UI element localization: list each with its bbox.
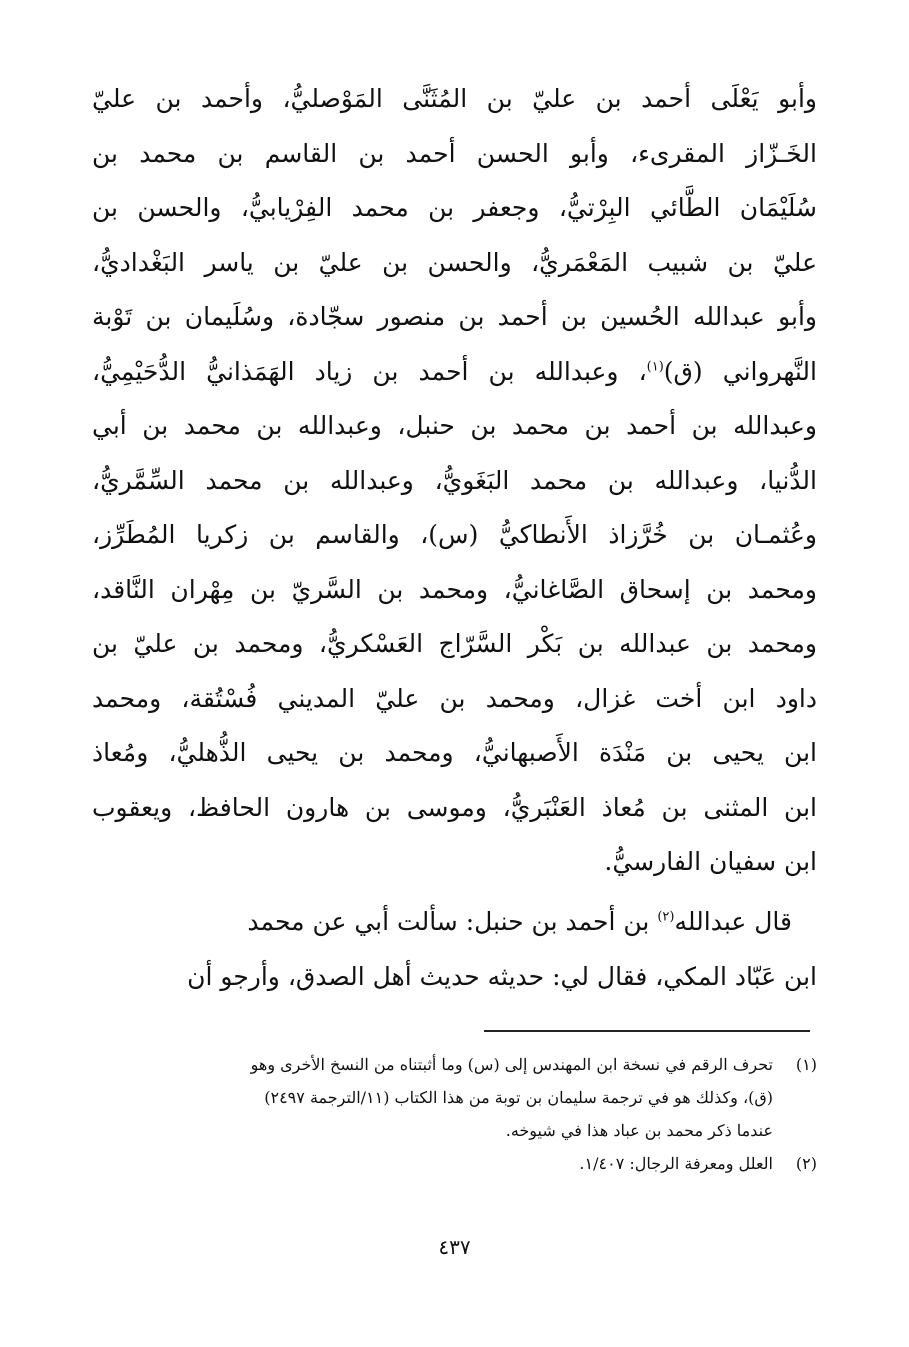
text-line: سُلَيْمَان الطَّائي البِرْتيُّ، وجعفر بن محمد الفِرْيابيُّ، والحسن بن: [92, 193, 817, 222]
text-line: وعُثمـان بن خُرَّزاذ الأَنطاكيُّ (س)، والقاسم بن زكريا المُطَرِّز،: [92, 520, 817, 549]
page-number: ٤٣٧: [438, 1235, 471, 1259]
text-segment: النَّهرواني (ق): [663, 356, 817, 386]
text-line: [92, 895, 817, 950]
text-line: وأبو عبدالله الحُسين بن أحمد بن منصور سجّادة، وسُلَيمان بن تَوْبة: [92, 302, 817, 331]
text-line: ابن عَبّاد المكي، فقال لي: حديثه حديث أهل الصدق، وأرجو أن: [187, 961, 817, 991]
text-segment: ، وعبدالله بن أحمد بن زياد الهَمَذانيُّ الدُّحَيْمِيُّ،: [92, 356, 647, 386]
footnote-ref-2[interactable]: (٢): [657, 909, 675, 925]
footnote-text: [251, 1048, 773, 1147]
footnote-1: [92, 1048, 817, 1147]
text-segment: قال عبدالله: [674, 907, 792, 936]
text-line: ابن المثنى بن مُعاذ العَنْبَريُّ، وموسى بن هارون الحافظ، ويعقوب: [92, 792, 817, 822]
text-line: وعبدالله بن أحمد بن محمد بن حنبل، وعبدالله بن محمد بن أبي: [92, 411, 817, 440]
footnote-text: [579, 1147, 773, 1180]
text-segment: بن أحمد بن حنبل: سألت أبي عن محمد: [247, 907, 658, 936]
text-line: ابن سفيان الفارسيُّ.: [604, 847, 817, 876]
text-line: الدُّنيا، وعبدالله بن محمد البَغَويُّ، وعبدالله بن محمد السِّمَّريُّ،: [92, 465, 817, 495]
text-line: داود ابن أخت غزال، ومحمد بن عليّ المديني فُسْتُقة، ومحمد: [92, 683, 817, 713]
text-line: عليّ بن شبيب المَعْمَريُّ، والحسن بن عليّ بن ياسر البَغْداديُّ،: [92, 247, 817, 277]
second-paragraph: [92, 895, 817, 1004]
text-line: ومحمد بن عبدالله بن بَكْر السَّرّاج العَسْكريُّ، ومحمد بن عليّ بن: [92, 629, 817, 658]
footnote-number: (١): [795, 1055, 817, 1074]
text-line: ابن يحيى بن مَنْدَة الأَصبهانيُّ، ومحمد بن يحيى الذُّهليُّ، ومُعاذ: [92, 738, 817, 767]
text-line: الخَـزّاز المقرىء، وأبو الحسن أحمد بن القاسم بن محمد بن: [92, 138, 817, 168]
footnote-line: العلل ومعرفة الرجال: ١/٤٠٧.: [579, 1154, 773, 1173]
footnote-line: عندما ذكر محمد بن عباد هذا في شيوخه.: [505, 1121, 773, 1140]
text-line: [92, 345, 817, 400]
main-paragraph: [92, 72, 817, 890]
text-line: ومحمد بن إسحاق الصَّاغانيُّ، ومحمد بن السَّريّ بن مِهْران النَّاقد،: [92, 574, 817, 604]
footnote-line: تحرف الرقم في نسخة ابن المهندس إلى (س) وما أثبتناه من النسخ الأخرى وهو: [250, 1055, 773, 1074]
footnotes: [92, 1048, 817, 1180]
footnote-line: (ق)، وكذلك هو في ترجمة سليمان بن توبة من هذا الكتاب (١١/الترجمة ٢٤٩٧): [264, 1088, 773, 1107]
footnote-ref-1[interactable]: (١): [646, 359, 664, 375]
footnote-2: [92, 1147, 817, 1180]
footnote-divider: [484, 1030, 810, 1032]
footnote-number: (٢): [795, 1154, 817, 1173]
text-line: وأبو يَعْلَى أحمد بن عليّ بن المُثَنَّى المَوْصليُّ، وأحمد بن عليّ: [92, 84, 817, 113]
